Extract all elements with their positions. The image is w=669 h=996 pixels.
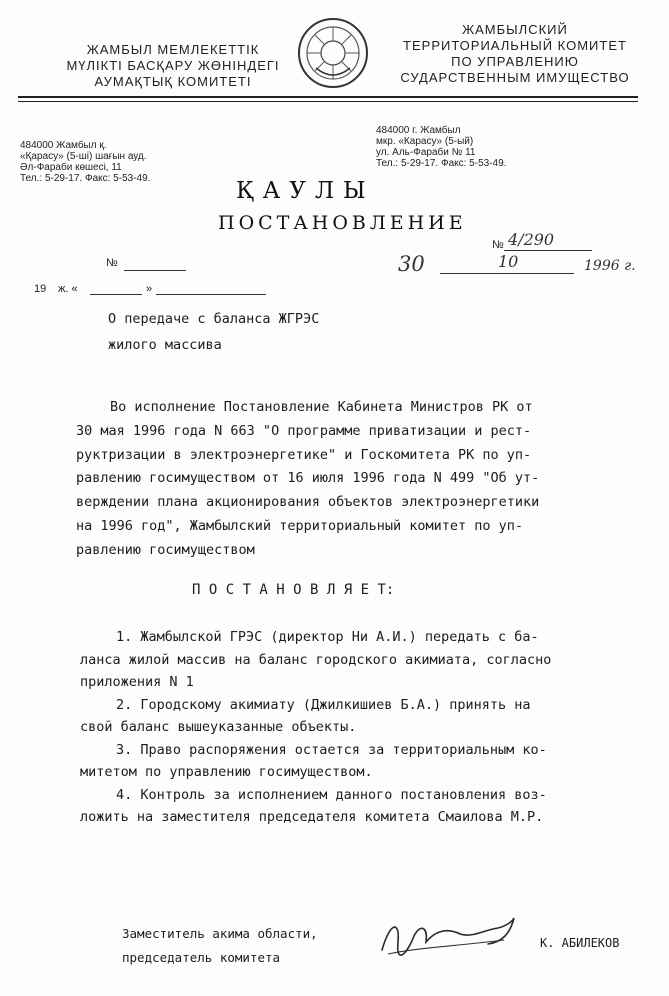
- doc-title-kz: ҚАУЛЫ: [236, 178, 375, 204]
- number-label-ru: №: [492, 239, 504, 251]
- month-blank: [156, 294, 266, 295]
- number-label-kz: №: [106, 257, 118, 269]
- quote-close: »: [146, 283, 153, 295]
- item-line: 4. Контроль за исполнением данного постановления воз-: [116, 786, 547, 803]
- header-left-line: АУМАҚТЫҚ КОМИТЕТІ: [94, 74, 252, 89]
- year-prefix: 19: [34, 283, 47, 295]
- header-right-line: ЖАМБЫЛСКИЙ: [462, 22, 568, 37]
- number-value: 4/290: [508, 230, 555, 249]
- item-line: ложить на заместителя председателя комитета Смаилова М.Р.: [80, 809, 544, 825]
- year-suffix: 1996 г.: [584, 258, 636, 274]
- header-rule: [18, 101, 638, 102]
- subject-line: жилого массива: [108, 337, 222, 353]
- address-line: Әл-Фараби көшесі, 11: [20, 162, 122, 173]
- preamble-line: равлению госимуществом: [76, 541, 255, 558]
- state-emblem-icon: [296, 16, 370, 90]
- address-line: 484000 г. Жамбыл: [376, 125, 461, 136]
- handwritten-signature-icon: [376, 912, 526, 964]
- signatory-name: К. АБИЛЕКОВ: [540, 936, 620, 950]
- item-line: 2. Городскому акимиату (Джилкишиев Б.А.) принять на: [116, 696, 531, 713]
- preamble-line: равлению госимуществом от 16 июля 1996 года N 499 "Об ут-: [76, 470, 540, 487]
- preamble: [76, 396, 539, 563]
- address-line: Тел.: 5-29-17. Факс: 5-53-49.: [20, 173, 151, 184]
- date-month: 10: [498, 252, 519, 271]
- address-line: мкр. «Карасу» (5-ый): [376, 136, 474, 147]
- item-line: 1. Жамбылской ГРЭС (директор Ни А.И.) передать с ба-: [116, 629, 539, 645]
- signatory-title-line: Заместитель акима области,: [122, 926, 318, 941]
- address-left: [20, 140, 150, 184]
- address-line: Тел.: 5-29-17. Факс: 5-53-49.: [376, 158, 507, 169]
- item-line: ланса жилой массив на баланс городского акимиата, согласно: [80, 651, 552, 668]
- header-left-line: МҮЛІКТІ БАСҚАРУ ЖӨНІНДЕГІ: [66, 58, 280, 73]
- resolution-items: [80, 626, 551, 829]
- header-right-line: СУДАРСТВЕННЫМ ИМУЩЕСТВО: [400, 70, 630, 85]
- doc-title-ru: ПОСТАНОВЛЕНИЕ: [218, 212, 467, 234]
- address-right: [376, 125, 506, 169]
- zh-label: ж. «: [58, 283, 78, 295]
- header-right: [380, 22, 650, 86]
- item-line: приложения N 1: [80, 674, 194, 690]
- date-line: [440, 273, 574, 274]
- address-line: 484000 Жамбыл қ.: [20, 140, 107, 151]
- signatory-title-line: председатель комитета: [122, 950, 281, 965]
- day-blank: [90, 294, 142, 295]
- preamble-line: Во исполнение Постановление Кабинета Министров РК от: [110, 399, 533, 415]
- date-day: 30: [398, 252, 425, 276]
- address-line: «Қарасу» (5-ші) шағын ауд.: [20, 151, 147, 162]
- resolves-heading: П О С Т А Н О В Л Я Е Т:: [192, 582, 395, 598]
- header-left-line: ЖАМБЫЛ МЕМЛЕКЕТТІК: [86, 42, 260, 57]
- signatory-title: [122, 922, 318, 970]
- address-line: ул. Аль-Фараби № 11: [376, 147, 476, 158]
- header-left: [38, 42, 308, 90]
- preamble-line: руктризации в электроэнергетике" и Госкомитета РК по уп-: [76, 446, 532, 463]
- number-line: [504, 250, 592, 251]
- header-right-line: ПО УПРАВЛЕНИЮ: [451, 54, 579, 69]
- preamble-line: на 1996 год", Жамбылский территориальный комитет по уп-: [76, 517, 524, 534]
- subject-line: О передаче с баланса ЖГРЭС: [108, 311, 320, 327]
- preamble-line: 30 мая 1996 года N 663 "О программе приватизации и рест-: [76, 422, 532, 439]
- item-line: 3. Право распоряжения остается за территориальным ко-: [116, 741, 547, 758]
- item-line: свой баланс вышеуказанные объекты.: [80, 719, 357, 735]
- header-rule: [18, 96, 638, 98]
- item-line: митетом по управлению госимуществом.: [80, 764, 373, 780]
- preamble-line: верждении плана акционирования объектов электроэнергетики: [76, 494, 540, 511]
- header-right-line: ТЕРРИТОРИАЛЬНЫЙ КОМИТЕТ: [403, 38, 627, 53]
- subject: [108, 306, 319, 358]
- number-blank: [124, 270, 186, 271]
